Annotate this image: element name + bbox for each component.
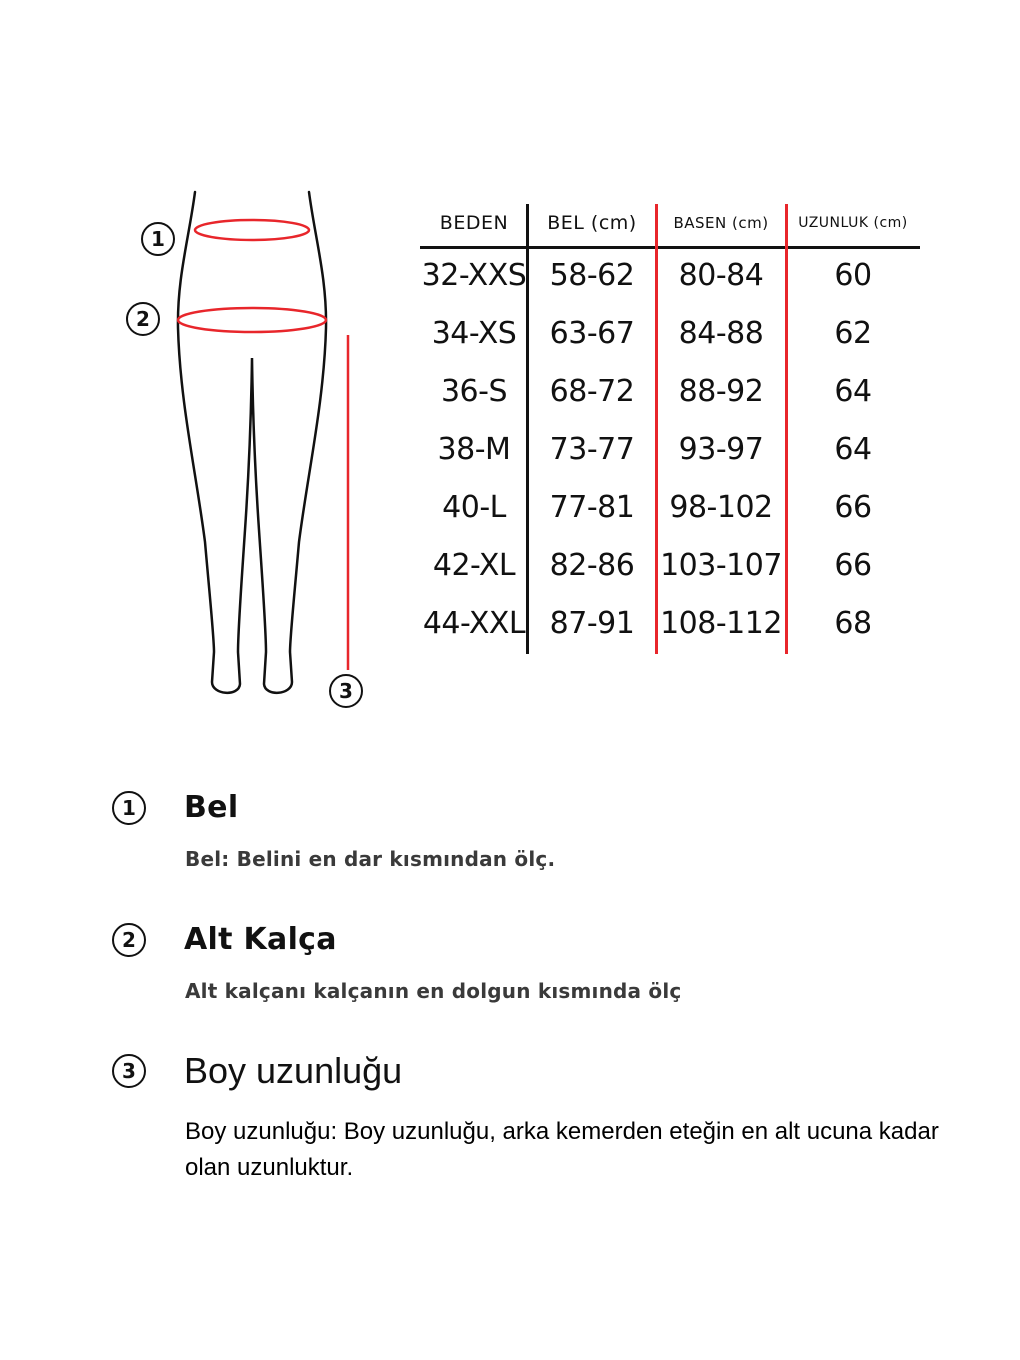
legend-item-bel	[112, 790, 555, 871]
legend-item-alt-kalca	[112, 922, 681, 1003]
cell-uzunluk: 68	[834, 605, 872, 641]
cell-bel: 58-62	[549, 257, 635, 293]
marker-1-waist	[141, 222, 175, 256]
legs-outline	[178, 192, 326, 693]
legend-desc-alt-kalca: Alt kalçanı kalçanın en dolgun kısmında ölç	[185, 979, 682, 1003]
col-header-basen: BASEN (cm)	[673, 214, 769, 232]
legend-number-1: 1	[112, 791, 146, 825]
legend-number-3: 3	[112, 1054, 146, 1088]
cell-basen: 93-97	[678, 431, 764, 467]
cell-uzunluk: 64	[834, 373, 872, 409]
cell-beden: 38-M	[437, 431, 511, 467]
cell-uzunluk: 66	[834, 547, 872, 583]
legend-title-alt-kalca: Alt Kalça	[184, 922, 337, 957]
column-divider-red-2	[785, 204, 788, 654]
cell-bel: 73-77	[549, 431, 635, 467]
cell-basen: 88-92	[678, 373, 764, 409]
cell-basen: 98-102	[669, 489, 773, 525]
marker-3-label: 3	[339, 679, 353, 703]
column-divider-black	[526, 204, 529, 654]
marker-2-hip	[126, 302, 160, 336]
legend-number-2: 2	[112, 923, 146, 957]
size-table	[420, 200, 920, 652]
waist-measure-line	[195, 220, 309, 240]
cell-bel: 68-72	[549, 373, 635, 409]
legend-head	[112, 790, 555, 825]
cell-basen: 84-88	[678, 315, 764, 351]
legend-title-bel: Bel	[184, 790, 239, 825]
marker-3-length	[329, 674, 363, 708]
cell-beden: 34-XS	[431, 315, 517, 351]
header-divider-line	[420, 246, 920, 249]
col-header-bel: BEL (cm)	[547, 212, 637, 234]
legend-head	[112, 1050, 945, 1092]
legend-head	[112, 922, 681, 957]
legend-item-boy-uzunlugu	[112, 1050, 945, 1186]
cell-basen: 108-112	[660, 605, 782, 641]
cell-uzunluk: 62	[834, 315, 872, 351]
cell-beden: 32-XXS	[421, 257, 527, 293]
marker-2-label: 2	[136, 307, 150, 331]
cell-uzunluk: 66	[834, 489, 872, 525]
cell-basen: 103-107	[660, 547, 782, 583]
cell-bel: 82-86	[549, 547, 635, 583]
cell-bel: 87-91	[549, 605, 635, 641]
size-table-grid	[420, 200, 920, 652]
cell-basen: 80-84	[678, 257, 764, 293]
cell-bel: 63-67	[549, 315, 635, 351]
cell-uzunluk: 64	[834, 431, 872, 467]
marker-1-label: 1	[151, 227, 165, 251]
col-header-uzunluk: UZUNLUK (cm)	[798, 215, 908, 231]
legs-diagram	[120, 190, 380, 720]
legend-desc-boy-uzunlugu: Boy uzunluğu: Boy uzunluğu, arka kemerden eteğin en alt ucuna kadar olan uzunluktur.	[185, 1118, 939, 1181]
cell-beden: 42-XL	[432, 547, 516, 583]
column-divider-red-1	[655, 204, 658, 654]
cell-beden: 44-XXL	[422, 605, 526, 641]
legend-desc-bel: Bel: Belini en dar kısmından ölç.	[185, 847, 556, 871]
col-header-beden: BEDEN	[439, 212, 509, 234]
cell-uzunluk: 60	[834, 257, 872, 293]
cell-beden: 36-S	[440, 373, 508, 409]
cell-beden: 40-L	[442, 489, 506, 525]
hip-measure-line	[178, 308, 326, 332]
legend-title-boy-uzunlugu: Boy uzunluğu	[184, 1050, 403, 1091]
cell-bel: 77-81	[549, 489, 635, 525]
